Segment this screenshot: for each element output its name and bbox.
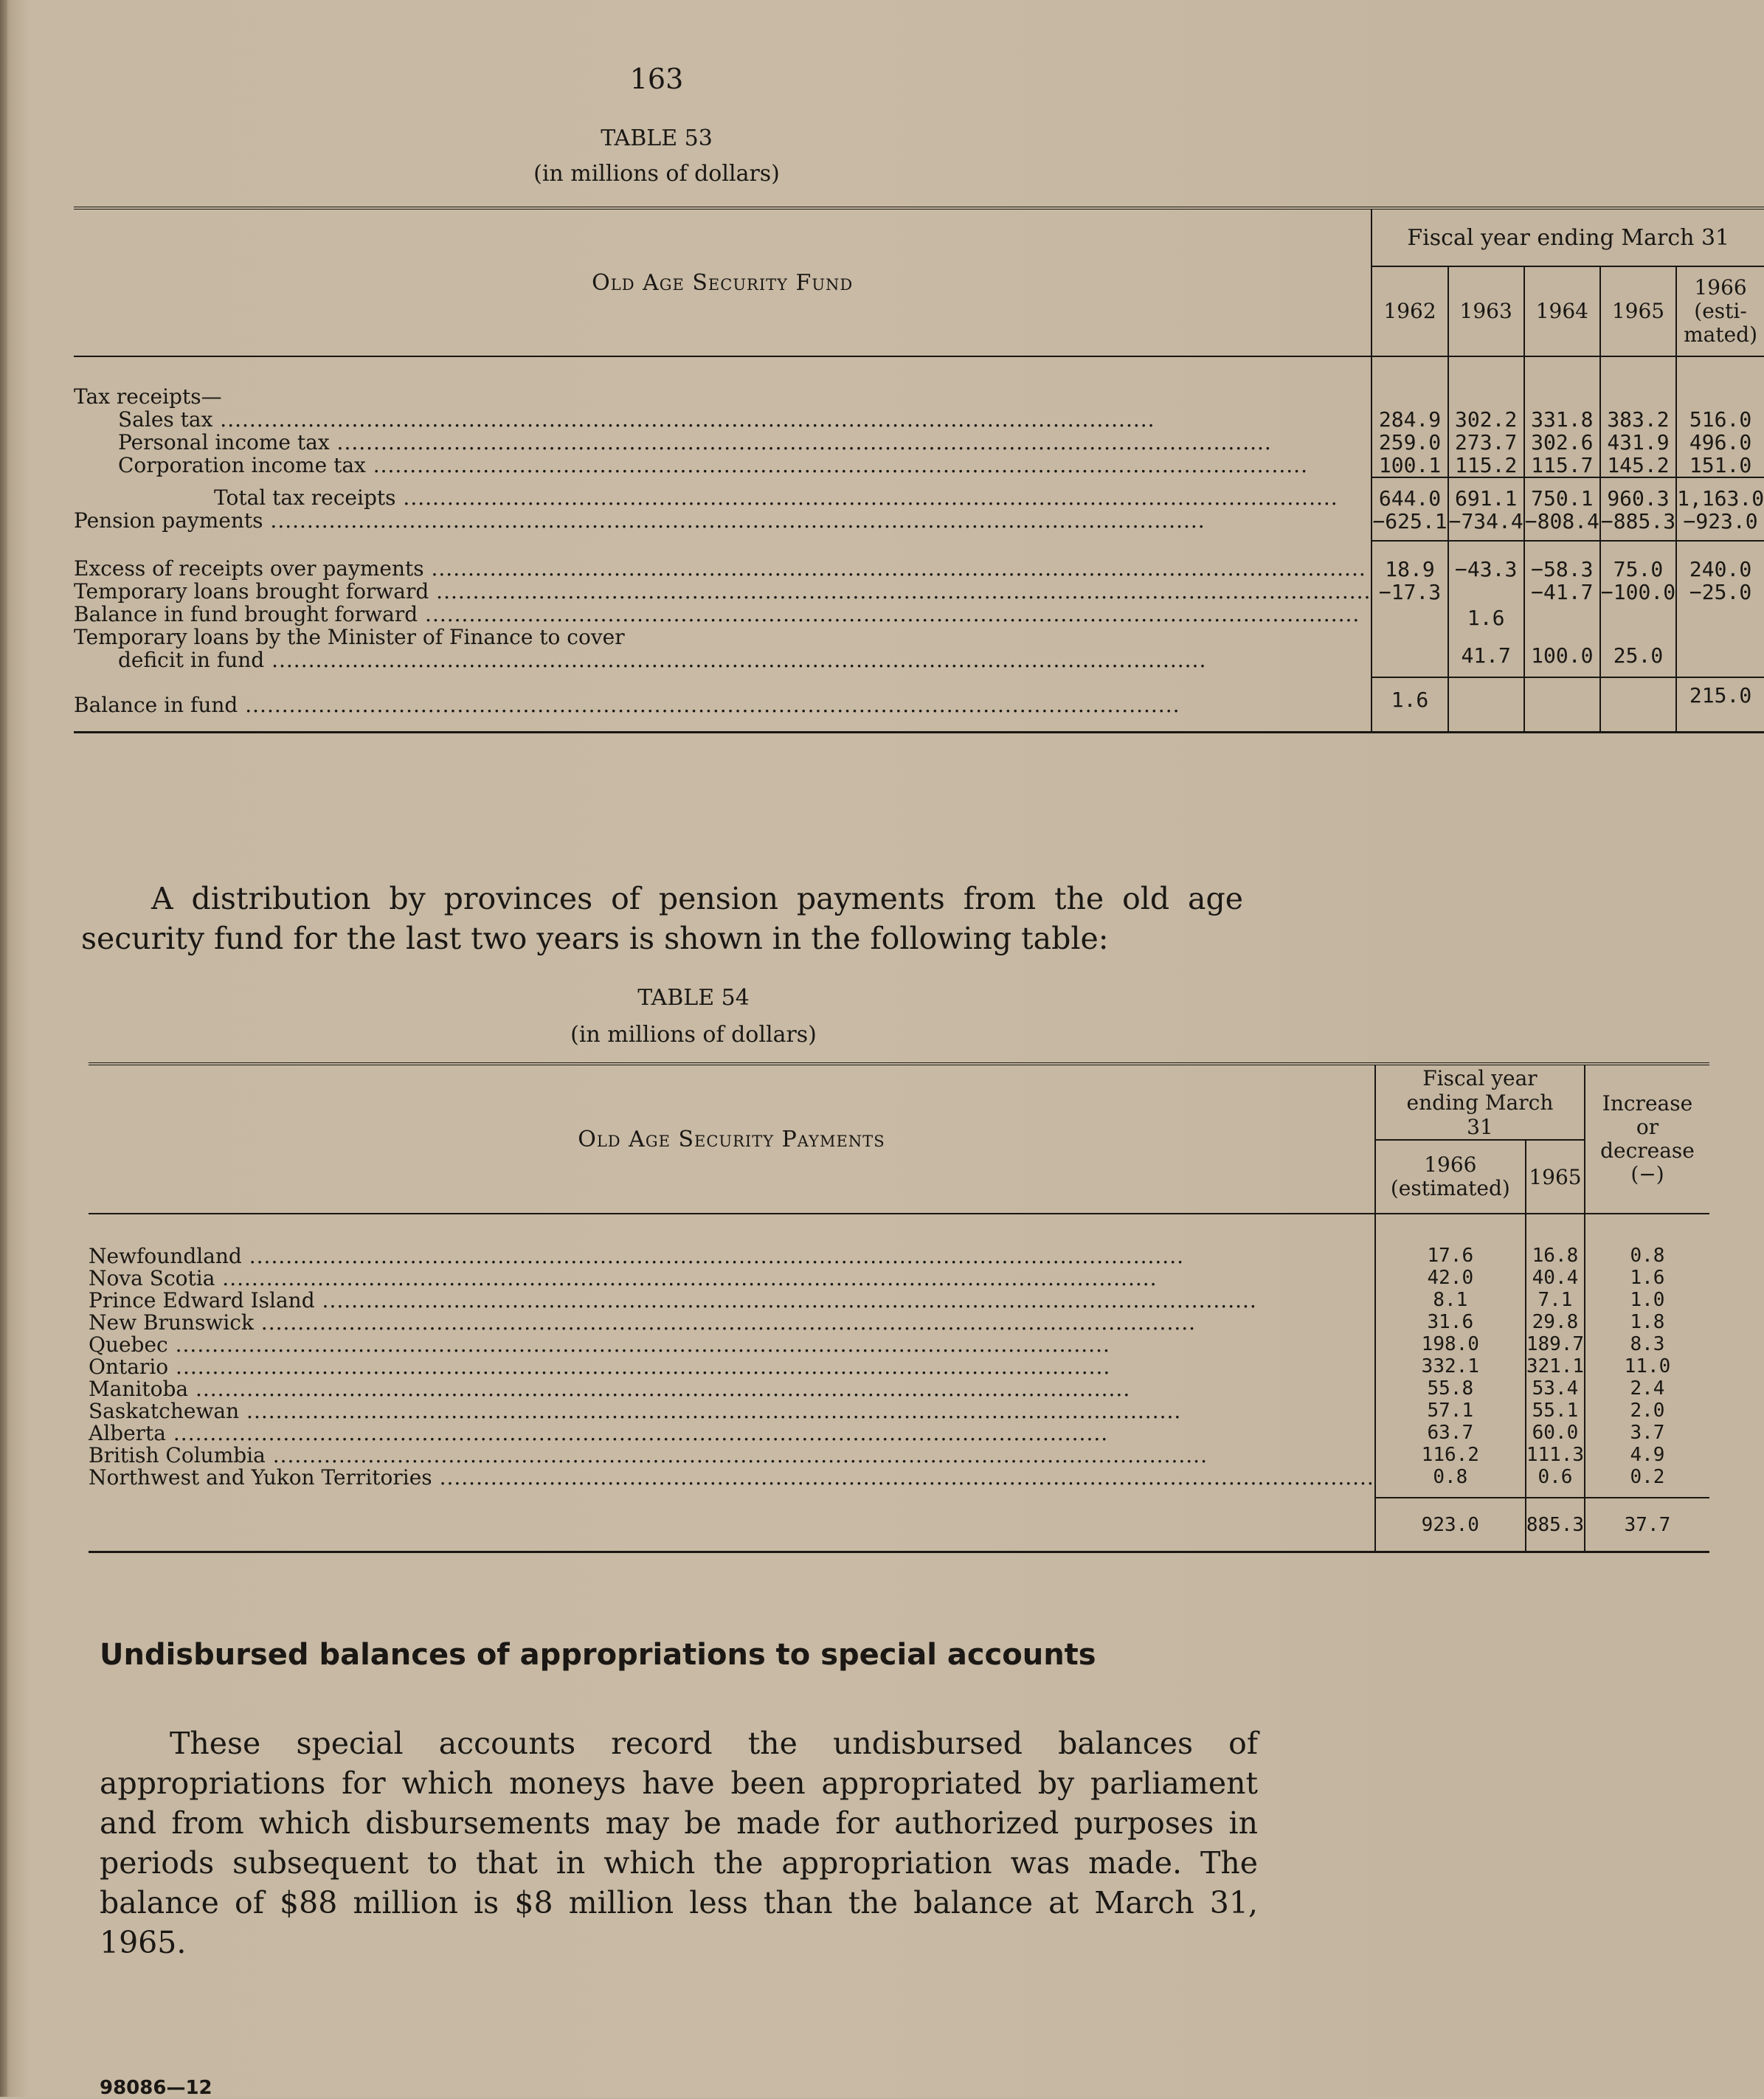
section-heading: Undisbursed balances of appropriations to special accounts: [100, 1638, 1096, 1672]
table54-units: (in millions of dollars): [570, 1022, 817, 1048]
table53-col-1966-excess: 240.0 −25.0: [1676, 541, 1764, 677]
table53-col-1964-tax: 331.8 302.6 115.7: [1524, 356, 1600, 477]
table54-col-change-values: 0.8 1.6 1.0 1.8 8.3 11.0 2.4 2.0 3.7 4.9 0.2: [1585, 1214, 1709, 1498]
table53-col-1965-total: 960.3 −885.3: [1600, 477, 1676, 541]
table53-col-1965-tax: 383.2 431.9 145.2: [1600, 356, 1676, 477]
table53-balance-label: Balance in fund .....: [74, 677, 1372, 733]
table54: [89, 1062, 1709, 1553]
page-spine-shadow: [0, 0, 7, 2097]
table53-balance-1964: [1524, 677, 1600, 733]
table53-tax-block-labels: Tax receipts— Sales tax ..... Personal income tax ..... Corporation income tax .....: [74, 356, 1372, 477]
table53-col-1962-tax: 284.9 259.0 100.1: [1372, 356, 1447, 477]
table54-change-header: Increase or decrease (−): [1585, 1064, 1709, 1214]
table53-col-1966-tax: 516.0 496.0 151.0: [1676, 356, 1764, 477]
table53-balance-1963: [1448, 677, 1524, 733]
table53-year-1965: 1965: [1600, 266, 1676, 356]
intro-paragraph: A distribution by provinces of pension payments from the old age security fund for the last two years is shown in the following table:: [81, 881, 1243, 956]
table53-year-1964: 1964: [1524, 266, 1600, 356]
table53-col-1963-total: 691.1 −734.4: [1448, 477, 1524, 541]
table53-units: (in millions of dollars): [533, 161, 780, 187]
table53-col-1964-total: 750.1 −808.4: [1524, 477, 1600, 541]
table53-col-1963-tax: 302.2 273.7 115.2: [1448, 356, 1524, 477]
table53-year-1962: 1962: [1372, 266, 1447, 356]
table53-col-1966-total: 1,163.0 −923.0: [1676, 477, 1764, 541]
table53-year-1966: 1966 (esti- mated): [1676, 266, 1764, 356]
table54-span-header: Fiscal year ending March 31: [1375, 1064, 1585, 1140]
table54-total-1965: 885.3: [1526, 1498, 1585, 1552]
table53-balance-1965: [1600, 677, 1676, 733]
section-paragraph: These special accounts record the undisbursed balances of appropriations for which moneys have been appropriated by parliament and from which disbursements may be made for authorized purposes in periods subsequent to that in which the appropriation was made. The balance of $88 million is $8 million less than the balance at March 31, 1965.: [100, 1726, 1258, 1960]
table53-balance-1966: 215.0: [1676, 677, 1764, 733]
table54-total-change: 37.7: [1585, 1498, 1709, 1552]
table53-span-header: Fiscal year ending March 31: [1372, 208, 1764, 266]
table53-title: TABLE 53: [601, 125, 713, 151]
table54-stub-header: Old Age Security Payments: [89, 1064, 1375, 1214]
table53-balance-1962: 1.6: [1372, 677, 1447, 733]
table53-col-1962-total: 644.0 −625.1: [1372, 477, 1447, 541]
table53-col-1963-excess: −43.3 1.6 41.7: [1448, 541, 1524, 677]
table53: [74, 207, 1764, 733]
table54-col-1966-values: 17.6 42.0 8.1 31.6 198.0 332.1 55.8 57.1 63.7 116.2 0.8: [1375, 1214, 1526, 1498]
table53-col-1964-excess: −58.3 −41.7 100.0: [1524, 541, 1600, 677]
table53-col-1965-excess: 75.0 −100.0 25.0: [1600, 541, 1676, 677]
table53-year-1963: 1963: [1448, 266, 1524, 356]
footer-code: 98086—12: [100, 2077, 212, 2099]
table54-col-1966-header: 1966 (estimated): [1375, 1140, 1526, 1214]
table54-col-1965-header: 1965: [1526, 1140, 1585, 1214]
table54-title: TABLE 54: [637, 985, 750, 1011]
table54-province-labels: Newfoundland ..... Nova Scotia ..... Prince Edward Island ..... New Brunswick ..... Quebec ..... Ontario ..... Manitoba ..... Saskatchewan ..... Alberta ..... British Columbia ..... Northwest and Yukon Territories .....: [89, 1214, 1375, 1498]
table54-total-stub: [89, 1498, 1375, 1552]
table54-total-1966: 923.0: [1375, 1498, 1526, 1552]
page-number: 163: [629, 63, 684, 95]
table54-col-1965-values: 16.8 40.4 7.1 29.8 189.7 321.1 53.4 55.1 60.0 111.3 0.6: [1526, 1214, 1585, 1498]
table53-excess-block-labels: Excess of receipts over payments ..... Temporary loans brought forward ..... Balance in fund brought forward ..... Temporary loans by the Minister of Finance to cover deficit in fund .....: [74, 541, 1372, 677]
table53-col-1962-excess: 18.9 −17.3: [1372, 541, 1447, 677]
table53-stub-header: Old Age Security Fund: [74, 208, 1372, 356]
table53-total-block-labels: Total tax receipts ..... Pension payments .....: [74, 477, 1372, 541]
